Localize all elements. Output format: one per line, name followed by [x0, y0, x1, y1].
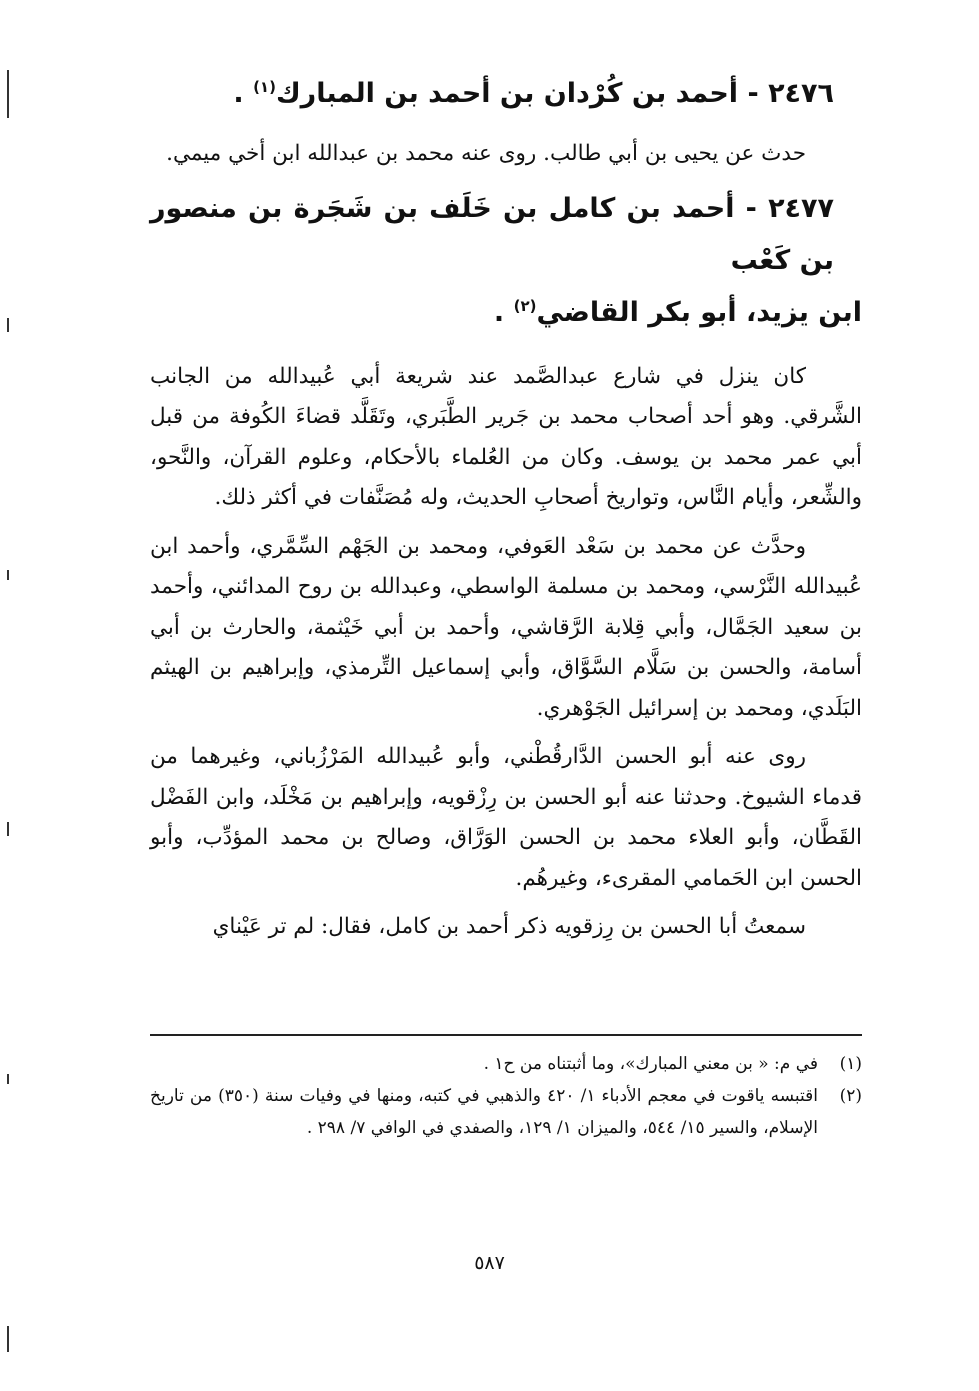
footnote-ref[interactable]: (١) — [253, 78, 276, 96]
scan-margin-mark — [7, 70, 9, 118]
page-number: ٥٨٧ — [474, 1252, 505, 1274]
entry-paragraph: حدث عن يحيى بن أبي طالب. روى عنه محمد بن عبدالله ابن أخي ميمي. — [166, 141, 806, 166]
scan-margin-mark — [7, 1074, 9, 1084]
entry-paragraph: وحدَّث عن محمد بن سَعْد العَوفي، ومحمد بن الجَهْم السِّمَّري، وأحمد ابن عُبيدالله النَّرْسي، ومحمد بن مسلمة الواسطي، وعبدالله بن روح المدائني، وأحمد بن سعيد الجَمَّال، وأبي قِلابة الرَّقاشي، وأحمد بن أبي خَيْثمة، والحارث بن أبي أسامة، والحسن بن سَلَّام السَّوَّاق، وأبي إسماعيل التِّرمذي، وإبراهيم بن الهيثم البَلَدي، ومحمد بن إسرائيل الجَوْهري. — [150, 533, 862, 721]
footnote-text: في م: « بن معني المبارك»، وما أثبتناه من ح١ . — [483, 1054, 818, 1074]
heading-tail: . — [233, 78, 254, 109]
footnote-number: (١) — [839, 1054, 862, 1074]
scan-margin-mark — [7, 318, 9, 332]
scan-margin-mark — [7, 1326, 9, 1352]
entry-heading-line: ٢٤٧٧ - أحمد بن كامل بن خَلَف بن شَجَرة بن منصور بن كَعْب — [150, 192, 834, 276]
scan-margin-mark — [7, 570, 9, 580]
heading-tail: . — [493, 296, 514, 328]
entry-heading-2477 — [150, 183, 862, 339]
entry-heading-line-2 — [150, 287, 862, 339]
footnote-number: (٢) — [839, 1086, 862, 1106]
footnote-divider — [150, 1034, 862, 1036]
main-text — [150, 68, 862, 956]
entry-heading-2476 — [150, 68, 862, 120]
footnote-ref[interactable]: (٢) — [513, 296, 537, 315]
footnote-1 — [150, 1048, 862, 1080]
scan-margin-mark — [7, 822, 9, 836]
footnote-2 — [150, 1080, 862, 1144]
entry-heading-text: ابن يزيد، أبو بكر القاضي — [536, 296, 862, 328]
entry-paragraph: كان ينزل في شارع عبدالصَّمد عند شريعة أبي عُبيدالله من الجانب الشَّرقي. وهو أحد أصحاب محمد بن جَرير الطَّبَري، وتَقَلَّد قضاءَ الكُوفة من قبل أبي عمر محمد بن يوسف. وكان من العُلماء بالأحكام، وعلوم القرآن، والنَّحو، والشِّعر، وأيام النَّاس، وتواريخ أصحابِ الحديث، وله مُصَنَّفات في أكثر ذلك. — [150, 363, 862, 510]
entry-paragraph: روى عنه أبو الحسن الدَّارقُطْني، وأبو عُبيدالله المَرْزُباني، وغيرهما من قدماء الشيوخ. وحدثنا عنه أبو الحسن بن رِزْقويه، وإبراهيم بن مَخْلَد، وابن الفَضْل القَطَّان، وأبو العلاء محمد بن الحسن الوَرَّاق، وصالح بن محمد المؤدِّب، وأبو الحسن ابن الحَمامي المقرىء، وغيرهُم. — [150, 744, 862, 891]
footnote-text: اقتبسه ياقوت في معجم الأدباء ١/ ٤٢٠ والذهبي في كتبه، ومنها في وفيات سنة (٣٥٠) من تاريخ الإسلام، والسير ١٥/ ٥٤٤، والميزان ١/ ١٢٩، والصفدي في الوافي ٧/ ٢٩٨ . — [150, 1086, 818, 1138]
footnotes — [150, 1048, 862, 1144]
entry-paragraph: سمعتُ أبا الحسن بن رِزقويه ذكر أحمد بن كامل، فقال: لم تر عَيْناي — [212, 914, 806, 939]
entry-heading-text: ٢٤٧٦ - أحمد بن كُرْدان بن أحمد بن المبارك — [275, 78, 834, 109]
